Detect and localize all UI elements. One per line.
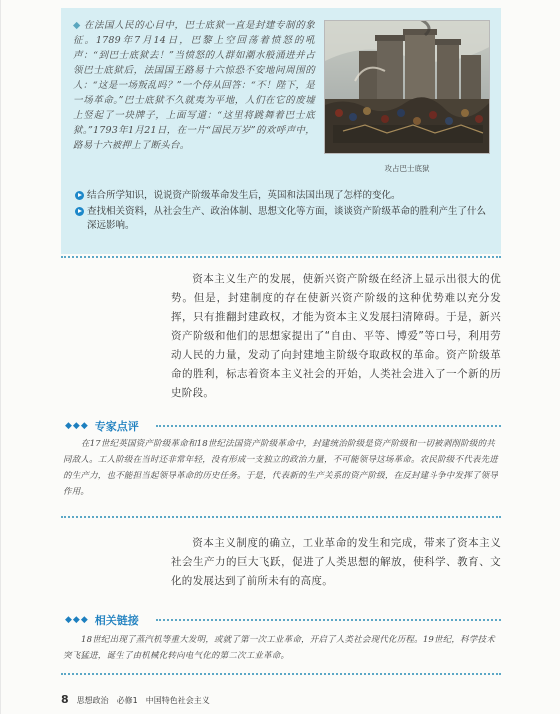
question-text: 查找相关资料，从社会生产、政治体制、思想文化等方面，谈谈资产阶级革命的胜利产生了什么深远影响。 — [87, 206, 487, 231]
dotted-divider — [61, 673, 501, 675]
body-paragraph: 资本主义生产的发展，使新兴资产阶级在经济上显示出很大的优势。但是，封建制度的存在使新兴资产阶级的这种优势难以充分发挥，只有推翻封建政权，才能为资本主义发展扫清障碍。于是，新兴资产阶级和他们的思想家提出了“自由、平等、博爱”等口号，利用劳动人民的力量，发动了向封建地主阶级夺取政权的革命。资产阶级革命的胜利，标志着资本主义社会的开始，人类社会进入了一个新的历史阶段。 — [171, 273, 501, 399]
play-circle-icon — [75, 207, 84, 216]
footer-volume: 必修1 — [116, 696, 138, 705]
dotted-divider — [156, 619, 501, 621]
question-item — [75, 205, 491, 233]
expert-comment-heading — [65, 418, 139, 434]
bastille-illustration — [325, 21, 490, 154]
diamond-icon: ◆ — [73, 20, 81, 31]
question-text: 结合所学知识，说说资产阶级革命发生后，英国和法国出现了怎样的变化。 — [87, 190, 401, 201]
play-circle-icon — [75, 191, 84, 200]
question-list — [75, 189, 491, 235]
related-link-text: 18世纪出现了蒸汽机等重大发明，或就了第一次工业革命，开启了人类社会现代化历程。19世纪，科学技术突飞猛进，诞生了由机械化转向电气化的第二次工业革命。 — [63, 635, 495, 661]
related-link-heading — [65, 612, 139, 628]
dotted-divider — [61, 256, 501, 258]
diamond-icon: ◆◆◆ — [65, 421, 89, 431]
diamond-icon: ◆◆◆ — [65, 615, 89, 625]
question-item — [75, 189, 491, 203]
related-link-title: 相关链接 — [94, 614, 139, 627]
expert-comment-title: 专家点评 — [94, 420, 139, 433]
footer-book: 思想政治 — [76, 696, 109, 705]
body-paragraph-2: 资本主义制度的确立，工业革命的发生和完成，带来了资本主义社会生产力的巨大飞跃，促进了人类思想的解放，使科学、教育、文化的发展达到了前所未有的高度。 — [171, 537, 501, 587]
story-box — [61, 8, 501, 254]
footer-subtitle: 中国特色社会主义 — [145, 696, 210, 705]
page-number: 8 — [61, 693, 69, 706]
expert-comment-text: 在17世纪英国资产阶级革命和18世纪法国资产阶级革命中，封建统治阶级是资产阶级和一切被剥削阶级的共同敌人。工人阶级在当时还非常年轻，没有形成一支独立的政治力量，不可能领导这场革命。农民阶级不代表先进的生产力，也不能担当起领导革命的历史任务。于是，代表新的生产关系的资产阶级，在反封建斗争中发挥了领导作用。 — [63, 439, 499, 497]
bastille-painting — [324, 20, 490, 154]
page-footer — [61, 693, 218, 706]
photo-caption: 攻占巴士底狱 — [384, 164, 430, 173]
story-paragraph: 在法国人民的心目中，巴士底狱一直是封建专制的象征。1789年7月14日，巴黎上空回荡着愤怒的吼声：“到巴士底狱去！”当愤怒的人群如潮水般涌进并占领巴士底狱后，法国国王路易十六惊恐不安地问周围的人：“这是一场叛乱吗？”一个侍从回答：“不！陛下，是一场革命。”巴士底狱不久就夷为平地，人们在它的废墟上竖起了一块牌子，上面写道：“这里将跳舞着巴士底狱。”1793年1月21日，在一片“国民万岁”的欢呼声中，路易十六被押上了断头台。 — [73, 20, 315, 151]
story-text — [73, 18, 315, 153]
dotted-divider — [61, 516, 501, 518]
dotted-divider — [156, 425, 501, 427]
